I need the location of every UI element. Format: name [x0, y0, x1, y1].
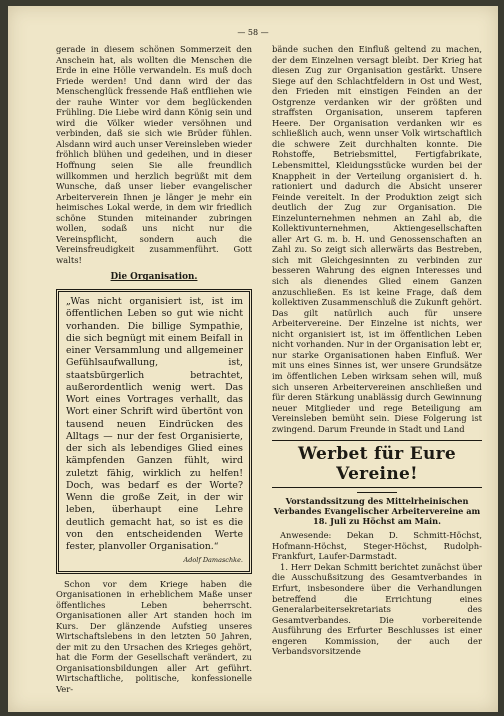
report-title — [272, 492, 482, 526]
report-title-text: Vorstandssitzung des Mittelrheinischen Verbandes Evangelischer Arbeitervereine am 18. Juli zu Höchst am Main. — [273, 496, 481, 527]
continuation-paragraph: bände suchen den Einfluß geltend zu machen, der dem Einzelnen versagt bleibt. Der Krieg hat diesen Zug zur Organisation gestärkt. Unsere Siege auf den Schlachtfeldern in Ost und West, den Frieden mit einstigen Feinden an der Ostgrenze verdanken wir der größten und straffsten Organisation, unserem tapferen Heere. Der Organisation verdanken wir es schließlich auch, wenn unser Volk wirtschaftlich die schwere Zeit durchhalten konnte. Die Rohstoffe, Betriebsmittel, Fertigfabrikate, Lebensmittel, Kleidungsstücke wurden bei der Knappheit in der Verteilung organisiert d. h. rationiert und dadurch die Absicht unserer Feinde vereitelt. In der Produktion zeigt sich deutlich der Zug zur Organisation. Die Einzelunternehmen nehmen an Zahl ab, die Kollektivunternehmen, Aktiengesellschaften aller Art G. m. b. H. und Genossenschaften an Zahl zu. So zeigt sich allerwärts das Bestreben, sich mit Gleichgesinnten zu verbinden zur besseren Wahrung des eignen Interesses und sich als dienendes Glied einem Ganzen anzuschließen. Es ist keine Frage, daß dem kollektiven Zusammenschluß die Zukunft gehört. Das gilt natürlich auch für unsere Arbeitervereine. Der Einzelne ist nichts, wer nicht organisiert ist, ist im öffentlichen Leben nicht vorhanden. Nur in der Organisation lebt er, nur starke Organisationen haben Einfluß. Wer mit uns eines Sinnes ist, wer unsere Grundsätze im öffentlichen Leben wirksam sehen will, muß sich unseren Arbeitervereinen anschließen und für deren Stärkung unablässig durch Gewinnung neuer Mitglieder und rege Beteiligung am Vereinsleben bemüht sein. Diese Folgerung ist zwingend. Darum Freunde in Stadt und Land — [272, 44, 482, 434]
left-column — [56, 44, 252, 695]
attendance-paragraph: Anwesende: Dekan D. Schmitt-Höchst, Hofmann-Höchst, Steger-Höchst, Rudolph-Frankfurt, Laufer-Darmstadt. — [272, 530, 482, 562]
right-column — [272, 44, 482, 657]
report-paragraph: 1. Herr Dekan Schmitt berichtet zunächst über die Ausschußsitzung des Gesamtverbandes in Erfurt, insbesondere über die Verhandlungen betreffend die Errichtung eines Generalarbeitersekretariats des Gesamtverbandes. Die vorbereitende Ausführung des Erfurter Beschlusses ist einer engeren Kommission, der auch der Verbandsvorsitzende — [272, 561, 482, 657]
page-number: — 58 — — [237, 28, 269, 37]
newspaper-page — [8, 6, 498, 712]
after-quote-paragraph: Schon vor dem Kriege haben die Organisationen in erheblichem Maße unser öffentliches Leben beherrscht. Organisationen aller Art standen hoch im Kurs. Der glänzende Aufstieg unseres Wirtschaftslebens in den letzten 50 Jahren, der mit zu den Ursachen des Krieges gehört, hat die Form der Gesellschaft verändert, zu Organisationsbildungen aller Art geführt. Wirtschaftliche, politische, konfessionelle Ver- — [56, 578, 252, 694]
divider — [357, 492, 397, 493]
section-title: Die Organisation. — [110, 272, 198, 283]
banner-headline: Werbet für Eure Vereine! — [272, 440, 482, 488]
quote-text: „Was nicht organisiert ist, ist im öffentlichen Leben so gut wie nicht vorhanden. Die billige Sympathie, die sich begnügt mit einem Beifall in einer Versammlung und allgemeiner Gefühlsaufwallung, ist, staatsbürgerlich betrachtet, außerordentlich wenig wert. Das Wort eines Vortrages verhallt, das Wort einer Schrift wird übertönt von tausend neuen Eindrücken des Alltags — nur der fest Organisierte, der sich als lebendiges Glied eines kämpfenden Ganzen fühlt, wird zuletzt fähig, wirklich zu helfen! Doch, was bedarf es der Worte? Wenn die große Zeit, in der wir leben, überhaupt eine Lehre deutlich gemacht hat, so ist es die von den entscheidenden Werte fester, planvoller Organisation.“ — [66, 296, 243, 553]
quote-author: Adolf Damaschke. — [183, 556, 243, 565]
quote-box — [56, 289, 252, 574]
intro-paragraph: gerade in diesem schönen Sommerzeit den Anschein hat, als wollten die Menschen die Erde in eine Hölle verwandeln. Es muß doch Friede werden! Und dann wird der das Menschenglück fressende Haß entfliehen wie der rauhe Winter vor dem beglückenden Frühling. Die Liebe wird dann König sein und wird die Völker wieder versöhnen und verbinden, daß sie sich wie Brüder fühlen. Alsdann wird auch unser Vereinsleben wieder fröhlich blühen und gedeihen, und in dieser Hoffnung seien Sie alle freundlich willkommen und herzlich begrüßt mit dem Wunsche, daß unser lieber evangelischer Arbeiterverein Ihnen je länger je mehr ein heimisches Lokal werde, in dem wir friedlich schöne Stunden miteinander zubringen wollen, sodaß uns nicht nur die Vereinspflicht, sondern auch die Vereinsfreudigkeit zusammenführt. Gott walts! — [56, 44, 252, 265]
